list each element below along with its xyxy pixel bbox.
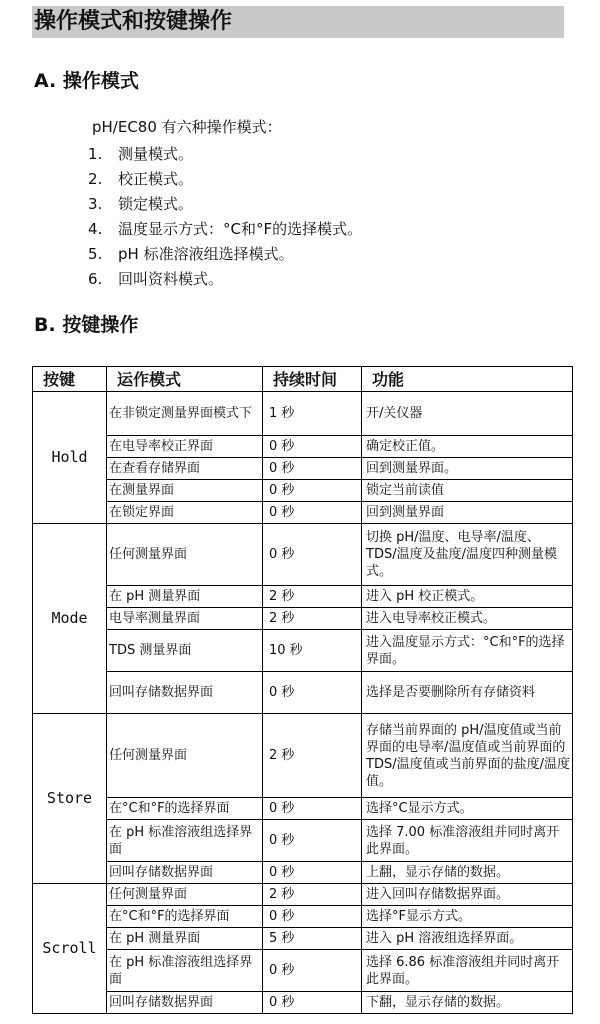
mode-cell: 任何测量界面 [107, 524, 263, 586]
duration-cell: 0 秒 [263, 436, 362, 458]
mode-cell: 回叫存储数据界面 [107, 992, 263, 1014]
table-row [33, 608, 573, 630]
mode-cell: 在 pH 测量界面 [107, 586, 263, 608]
table-row [33, 862, 573, 884]
list-item [88, 142, 362, 167]
duration-cell: 2 秒 [263, 608, 362, 630]
duration-cell: 2 秒 [263, 884, 362, 906]
table-header-row [33, 367, 573, 392]
list-number: 4. [88, 220, 103, 238]
function-cell: 选择 6.86 标准溶液组并同时离开此界面。 [362, 950, 573, 992]
list-text: pH 标准溶液组选择模式。 [118, 245, 294, 263]
table-row [33, 714, 573, 798]
duration-cell: 1 秒 [263, 392, 362, 436]
duration-cell: 10 秒 [263, 630, 362, 672]
table-row [33, 436, 573, 458]
table-row [33, 502, 573, 524]
function-cell: 开/关仪器 [362, 392, 573, 436]
function-cell: 确定校正值。 [362, 436, 573, 458]
duration-cell: 2 秒 [263, 586, 362, 608]
list-number: 6. [88, 270, 103, 288]
column-header-key: 按键 [33, 367, 107, 392]
function-cell: 回到测量界面。 [362, 458, 573, 480]
column-header-duration: 持续时间 [263, 367, 362, 392]
function-cell: 选择°C显示方式。 [362, 798, 573, 820]
duration-cell: 2 秒 [263, 714, 362, 798]
duration-cell: 0 秒 [263, 524, 362, 586]
table-row [33, 586, 573, 608]
list-number: 2. [88, 170, 103, 188]
table-row [33, 392, 573, 436]
mode-list [88, 142, 362, 292]
mode-cell: 在测量界面 [107, 480, 263, 502]
function-cell: 切换 pH/温度、电导率/温度、TDS/温度及盐度/温度四种测量模式。 [362, 524, 573, 586]
list-item [88, 267, 362, 292]
table-row [33, 798, 573, 820]
table-row [33, 630, 573, 672]
mode-cell: 任何测量界面 [107, 714, 263, 798]
duration-cell: 0 秒 [263, 820, 362, 862]
mode-cell: 在非锁定测量界面模式下 [107, 392, 263, 436]
mode-cell: 回叫存储数据界面 [107, 672, 263, 714]
function-cell: 选择°F显示方式。 [362, 906, 573, 928]
list-item [88, 217, 362, 242]
table-row [33, 672, 573, 714]
list-number: 5. [88, 245, 103, 263]
list-item [88, 167, 362, 192]
duration-cell: 0 秒 [263, 950, 362, 992]
list-text: 温度显示方式：°C和°F的选择模式。 [118, 220, 363, 238]
function-cell: 进入 pH 校正模式。 [362, 586, 573, 608]
list-number: 1. [88, 145, 103, 163]
table-row [33, 950, 573, 992]
table-row [33, 458, 573, 480]
table-row [33, 906, 573, 928]
mode-cell: 在°C和°F的选择界面 [107, 906, 263, 928]
function-cell: 上翻，显示存储的数据。 [362, 862, 573, 884]
section-a-intro: pH/EC80 有六种操作模式： [92, 118, 282, 136]
duration-cell: 5 秒 [263, 928, 362, 950]
list-text: 回叫资料模式。 [118, 270, 224, 288]
table-row [33, 884, 573, 906]
section-b-heading: B. 按键操作 [34, 314, 139, 336]
list-number: 3. [88, 195, 103, 213]
function-cell: 进入 pH 溶液组选择界面。 [362, 928, 573, 950]
mode-cell: 在°C和°F的选择界面 [107, 798, 263, 820]
key-cell-mode: Mode [33, 524, 107, 714]
key-cell-store: Store [33, 714, 107, 884]
mode-cell: 任何测量界面 [107, 884, 263, 906]
table-row [33, 992, 573, 1014]
mode-cell: 电导率测量界面 [107, 608, 263, 630]
function-cell: 锁定当前读值 [362, 480, 573, 502]
duration-cell: 0 秒 [263, 672, 362, 714]
table-row [33, 524, 573, 586]
table-row [33, 928, 573, 950]
mode-cell: 在 pH 标准溶液组选择界面 [107, 950, 263, 992]
page-title: 操作模式和按键操作 [34, 9, 233, 34]
mode-cell: 回叫存储数据界面 [107, 862, 263, 884]
duration-cell: 0 秒 [263, 502, 362, 524]
function-cell: 选择 7.00 标准溶液组并同时离开此界面。 [362, 820, 573, 862]
list-item [88, 242, 362, 267]
function-cell: 回到测量界面 [362, 502, 573, 524]
mode-cell: 在 pH 标准溶液组选择界面 [107, 820, 263, 862]
function-cell: 进入电导率校正模式。 [362, 608, 573, 630]
table-row [33, 480, 573, 502]
mode-cell: 在查看存储界面 [107, 458, 263, 480]
duration-cell: 0 秒 [263, 992, 362, 1014]
function-cell: 进入温度显示方式：°C和°F的选择界面。 [362, 630, 573, 672]
function-cell: 选择是否要删除所有存储资料 [362, 672, 573, 714]
mode-cell: 在电导率校正界面 [107, 436, 263, 458]
list-text: 锁定模式。 [118, 195, 194, 213]
key-cell-hold: Hold [33, 392, 107, 524]
function-cell: 存储当前界面的 pH/温度值或当前界面的电导率/温度值或当前界面的 TDS/温度值或当前界面的盐度/温度值。 [362, 714, 573, 798]
list-text: 校正模式。 [118, 170, 194, 188]
column-header-mode: 运作模式 [107, 367, 263, 392]
duration-cell: 0 秒 [263, 458, 362, 480]
duration-cell: 0 秒 [263, 480, 362, 502]
mode-cell: 在 pH 测量界面 [107, 928, 263, 950]
column-header-function: 功能 [362, 367, 573, 392]
duration-cell: 0 秒 [263, 798, 362, 820]
function-cell: 进入回叫存储数据界面。 [362, 884, 573, 906]
list-text: 测量模式。 [118, 145, 194, 163]
mode-cell: 在锁定界面 [107, 502, 263, 524]
section-a-heading: A. 操作模式 [34, 70, 139, 92]
key-cell-scroll: Scroll [33, 884, 107, 1014]
key-operation-table [32, 366, 573, 1014]
function-cell: 下翻，显示存储的数据。 [362, 992, 573, 1014]
list-item [88, 192, 362, 217]
mode-cell: TDS 测量界面 [107, 630, 263, 672]
duration-cell: 0 秒 [263, 906, 362, 928]
table-row [33, 820, 573, 862]
duration-cell: 0 秒 [263, 862, 362, 884]
